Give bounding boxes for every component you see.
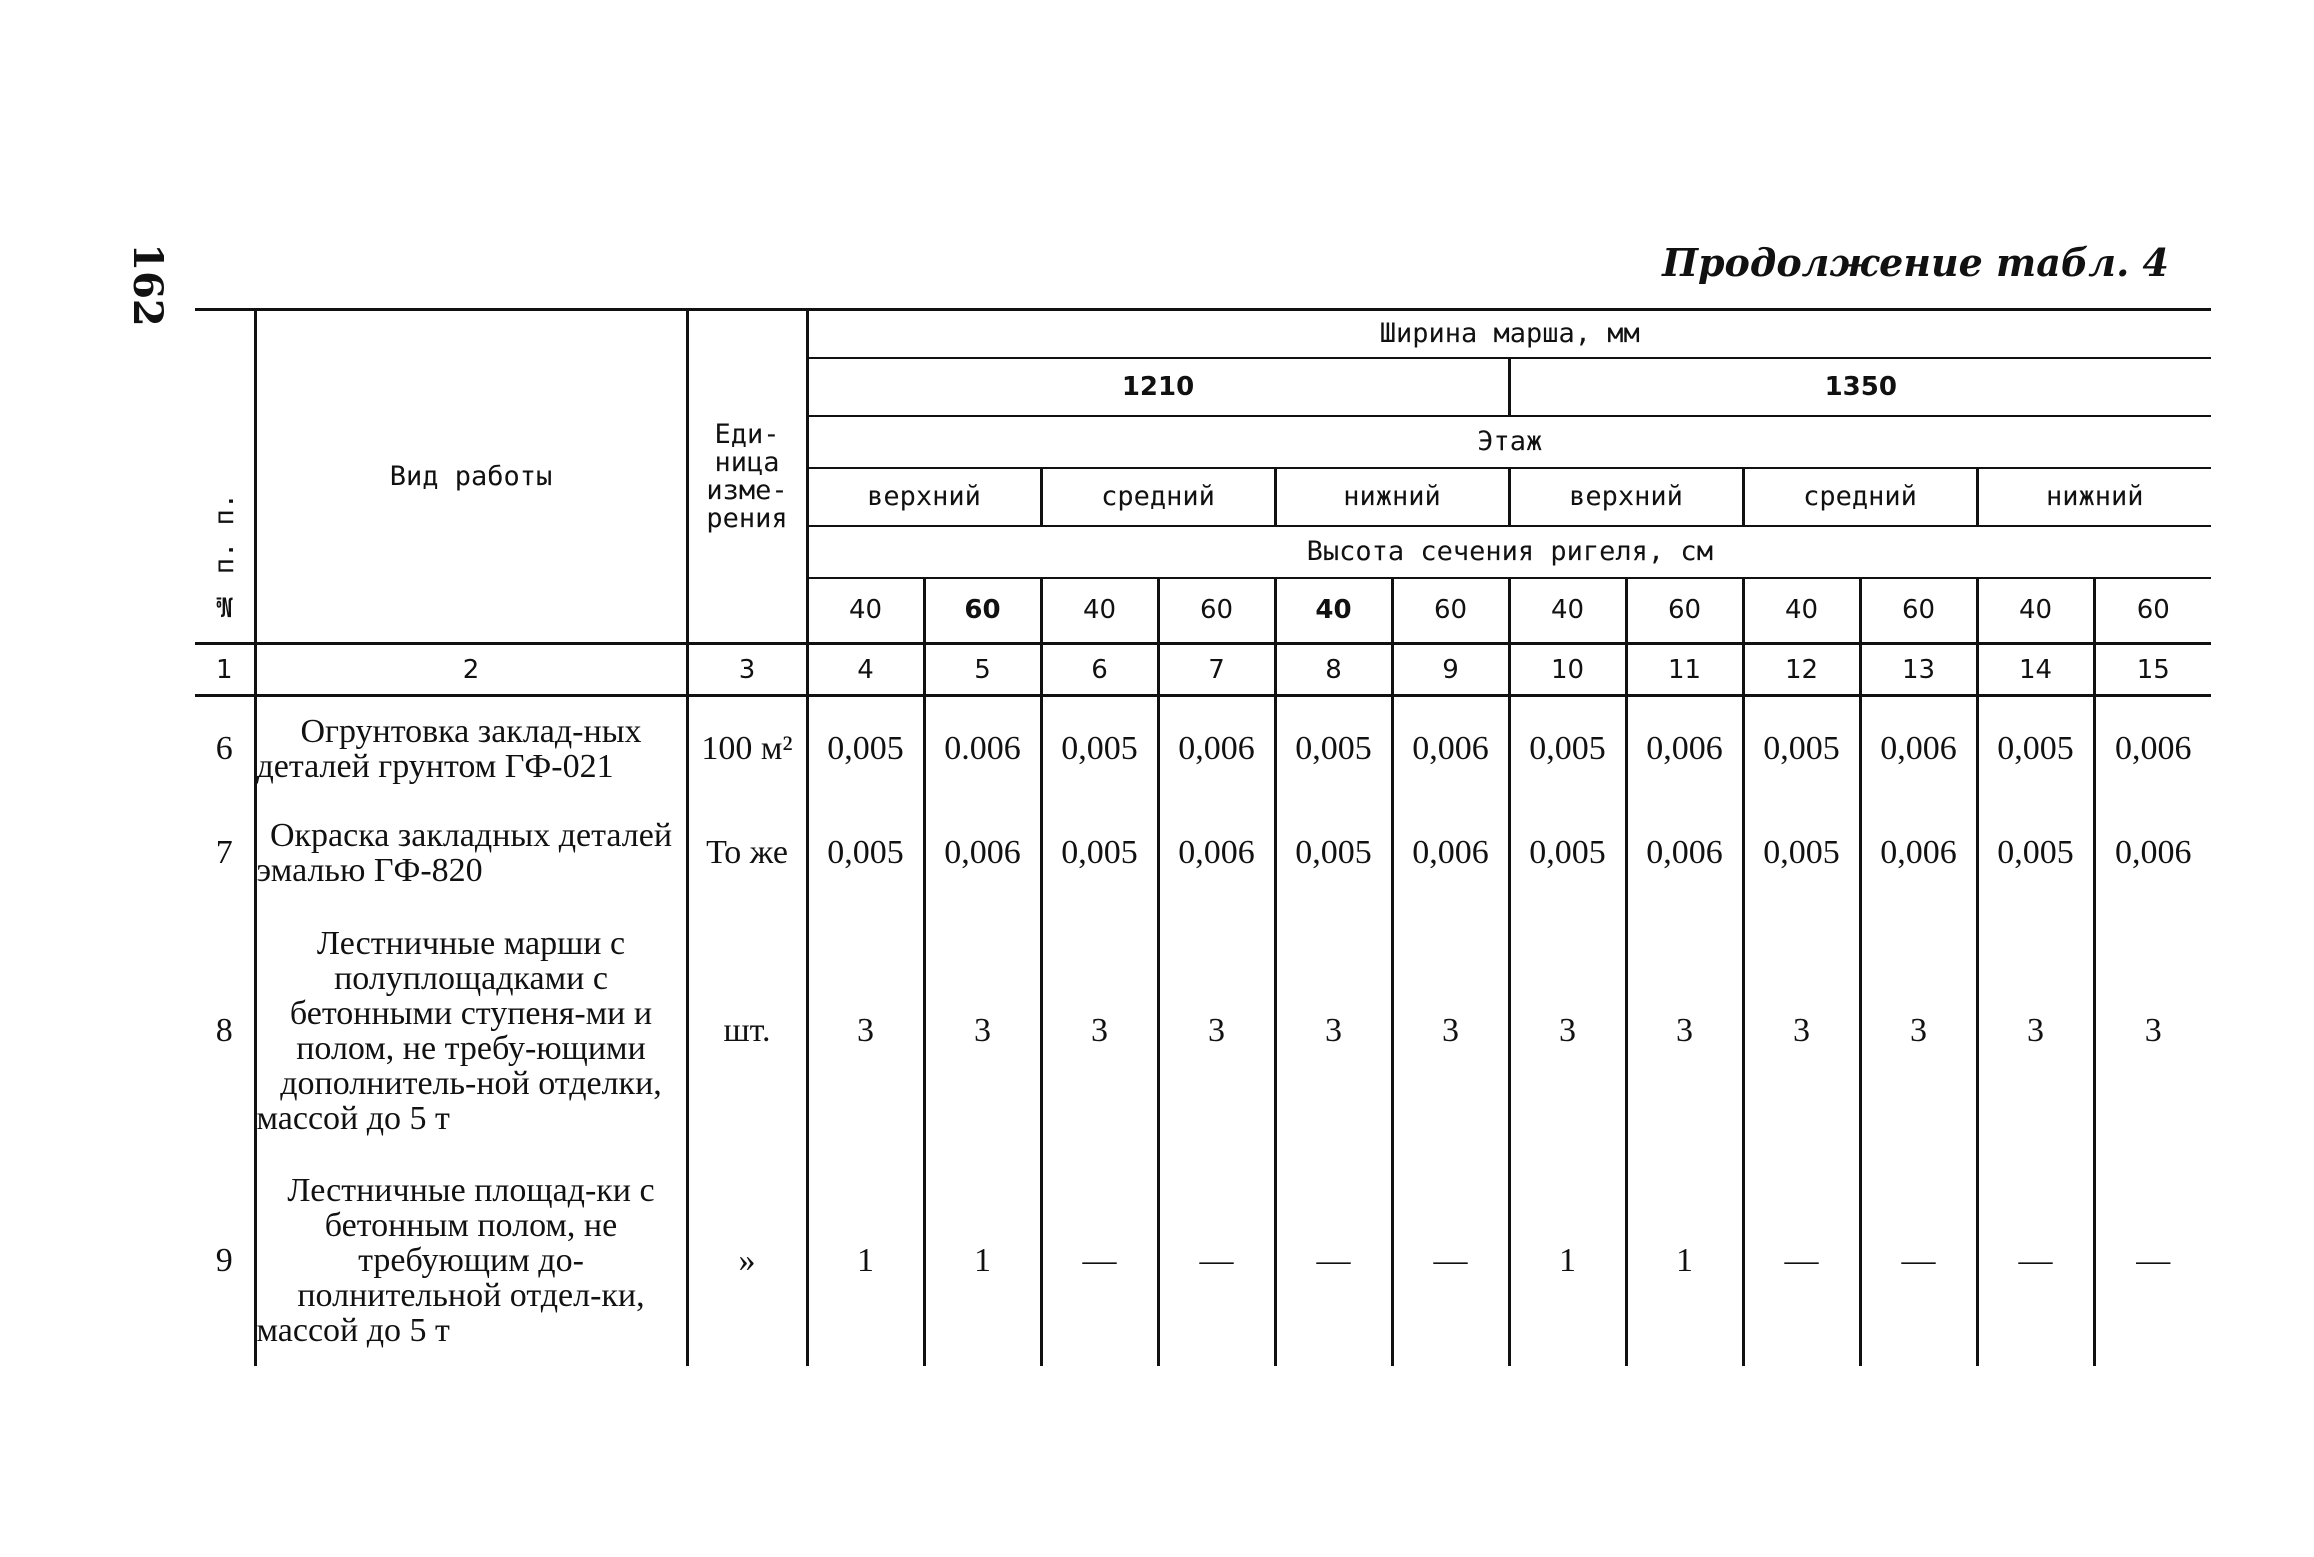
- row-value: 0,006: [924, 801, 1041, 906]
- row-value: 0,006: [1392, 696, 1509, 801]
- row-value: 3: [2094, 906, 2211, 1156]
- col-number: 12: [1743, 644, 1860, 696]
- height-cell: 40: [1275, 578, 1392, 644]
- height-cell: 40: [1041, 578, 1158, 644]
- row-value: 1: [924, 1156, 1041, 1366]
- row-value: 0,006: [1860, 696, 1977, 801]
- row-value: 3: [1158, 906, 1275, 1156]
- col-number: 14: [1977, 644, 2094, 696]
- col-number: 2: [255, 644, 687, 696]
- row-unit: 100 м²: [687, 696, 807, 801]
- row-value: —: [1275, 1156, 1392, 1366]
- row-value: 0,006: [1158, 801, 1275, 906]
- col-number: 15: [2094, 644, 2211, 696]
- row-value: 0,005: [1743, 696, 1860, 801]
- page-number: 162: [124, 243, 172, 327]
- row-index: 8: [215, 1011, 233, 1049]
- floor-middle-1210: средний: [1041, 468, 1275, 526]
- work-header: Вид работы: [255, 310, 687, 644]
- row-value: 0,006: [1392, 801, 1509, 906]
- row-value: 0,005: [1509, 801, 1626, 906]
- table-row: [195, 1156, 2211, 1366]
- row-value: 1: [1509, 1156, 1626, 1366]
- col-number: 7: [1158, 644, 1275, 696]
- floor-upper-1350: верхний: [1509, 468, 1743, 526]
- row-value: 0,006: [1626, 696, 1743, 801]
- col-number: 9: [1392, 644, 1509, 696]
- table-body: [195, 696, 2211, 1366]
- row-value: —: [1743, 1156, 1860, 1366]
- col-number: 3: [687, 644, 807, 696]
- row-unit: »: [687, 1156, 807, 1366]
- table-row: [195, 906, 2211, 1156]
- row-value: 0,005: [1041, 696, 1158, 801]
- width-group-header: Ширина марша, мм: [807, 310, 2211, 358]
- height-cell: 60: [1158, 578, 1275, 644]
- row-value: —: [2094, 1156, 2211, 1366]
- row-value: 0,005: [807, 696, 924, 801]
- col-number: 10: [1509, 644, 1626, 696]
- row-value: 3: [1041, 906, 1158, 1156]
- row-work-description: Окраска закладных деталей эмалью ГФ-820: [255, 801, 687, 906]
- unit-header-cell: [687, 310, 807, 644]
- row-work-description: Лестничные площад-ки с бетонным полом, не требующим до-полнительной отдел-ки, массой до 5 т: [255, 1156, 687, 1366]
- row-value: 0,005: [1275, 801, 1392, 906]
- row-value: 3: [924, 906, 1041, 1156]
- table-row: [195, 696, 2211, 801]
- height-cell: 40: [1977, 578, 2094, 644]
- col-number: 8: [1275, 644, 1392, 696]
- row-value: 0,005: [807, 801, 924, 906]
- row-index: 7: [215, 834, 233, 871]
- row-value: 3: [1275, 906, 1392, 1156]
- row-value: 3: [1860, 906, 1977, 1156]
- row-value: —: [1977, 1156, 2094, 1366]
- col-number: 6: [1041, 644, 1158, 696]
- floor-upper-1210: верхний: [807, 468, 1041, 526]
- height-cell: 40: [1743, 578, 1860, 644]
- row-value: 0,005: [1275, 696, 1392, 801]
- row-value: —: [1041, 1156, 1158, 1366]
- floor-lower-1210: нижний: [1275, 468, 1509, 526]
- index-header: № п. п.: [208, 493, 240, 622]
- row-index: 9: [215, 1241, 233, 1279]
- row-value: 0,006: [2094, 801, 2211, 906]
- col-number: 13: [1860, 644, 1977, 696]
- row-value: 1: [807, 1156, 924, 1366]
- height-cell: 60: [1392, 578, 1509, 644]
- height-cell: 60: [2094, 578, 2211, 644]
- floor-middle-1350: средний: [1743, 468, 1977, 526]
- col-number: 11: [1626, 644, 1743, 696]
- height-cell: 60: [924, 578, 1041, 644]
- row-value: 3: [1977, 906, 2094, 1156]
- table-row: [195, 801, 2211, 906]
- row-value: 0,005: [1041, 801, 1158, 906]
- row-value: 0.006: [924, 696, 1041, 801]
- col-number: 1: [195, 644, 255, 696]
- row-value: —: [1392, 1156, 1509, 1366]
- unit-header: Еди- ница изме- рения: [706, 418, 788, 534]
- row-value: 1: [1626, 1156, 1743, 1366]
- row-value: 3: [1509, 906, 1626, 1156]
- row-unit: То же: [687, 801, 807, 906]
- col-number: 5: [924, 644, 1041, 696]
- row-value: 0,006: [2094, 696, 2211, 801]
- width-1350: 1350: [1509, 358, 2211, 416]
- col-number: 4: [807, 644, 924, 696]
- height-cell: 60: [1860, 578, 1977, 644]
- index-header-cell: [195, 310, 255, 644]
- row-value: 0,006: [1158, 696, 1275, 801]
- row-value: 0,005: [1977, 801, 2094, 906]
- row-value: 0,006: [1860, 801, 1977, 906]
- table-caption: Продолжение табл. 4: [1662, 240, 2169, 285]
- row-work-description: Огрунтовка заклад-ных деталей грунтом ГФ-021: [255, 696, 687, 801]
- row-unit: шт.: [687, 906, 807, 1156]
- floor-lower-1350: нижний: [1977, 468, 2211, 526]
- row-value: 3: [1392, 906, 1509, 1156]
- floor-group-header: Этаж: [807, 416, 2211, 468]
- row-value: —: [1860, 1156, 1977, 1366]
- row-value: 3: [1743, 906, 1860, 1156]
- height-cell: 40: [807, 578, 924, 644]
- row-value: 0,006: [1626, 801, 1743, 906]
- row-work-description: Лестничные марши с полуплощадками с бетонными ступеня-ми и полом, не требу-ющими дополнитель-ной отделки, массой до 5 т: [255, 906, 687, 1156]
- row-value: 0,005: [1509, 696, 1626, 801]
- height-cell: 40: [1509, 578, 1626, 644]
- width-1210: 1210: [807, 358, 1509, 416]
- row-value: 0,005: [1977, 696, 2094, 801]
- data-table: [195, 308, 2211, 1366]
- row-index: 6: [215, 729, 233, 767]
- height-group-header: Высота сечения ригеля, см: [807, 526, 2211, 578]
- row-value: 3: [807, 906, 924, 1156]
- row-value: 0,005: [1743, 801, 1860, 906]
- row-value: —: [1158, 1156, 1275, 1366]
- row-value: 3: [1626, 906, 1743, 1156]
- height-cell: 60: [1626, 578, 1743, 644]
